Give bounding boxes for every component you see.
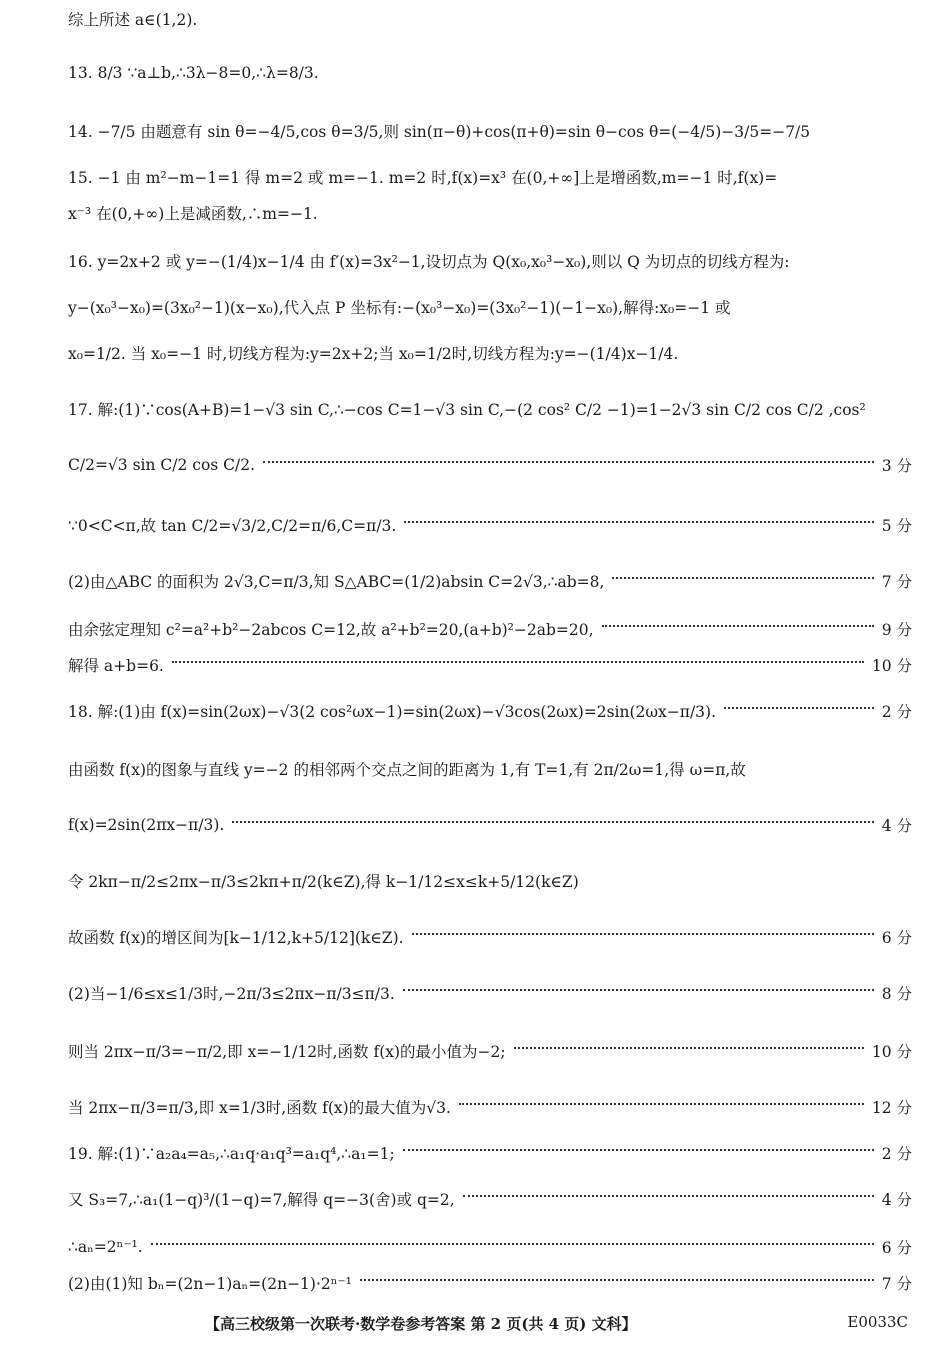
score-points: 7 分 <box>881 1275 912 1293</box>
scored-line <box>68 926 912 948</box>
step-text: C/2=√3 sin C/2 cos C/2. <box>68 456 256 474</box>
step-text: (2)当−1/6≤x≤1/3时,−2π/3≤2πx−π/3≤π/3. <box>68 985 395 1003</box>
text-line: 由函数 f(x)的图象与直线 y=−2 的相邻两个交点之间的距离为 1,有 T=1,有 2π/2ω=1,得 ω=π,故 <box>68 761 746 779</box>
dot-leader <box>172 661 864 663</box>
step-text: 19. 解:(1)∵a₂a₄=a₅,∴a₁q·a₁q³=a₁q⁴,∴a₁=1; <box>68 1145 395 1163</box>
score-points: 2 分 <box>881 703 912 721</box>
dot-leader <box>404 521 873 523</box>
dot-leader <box>360 1279 874 1281</box>
step-text: 18. 解:(1)由 f(x)=sin(2ωx)−√3(2 cos²ωx−1)=sin(2ωx)−√3cos(2ωx)=2sin(2ωx−π/3). <box>68 703 717 721</box>
dot-leader <box>612 577 873 579</box>
footer-title: 【高三校级第一次联考·数学卷参考答案 第 2 页(共 4 页) 文科】 <box>205 1315 637 1333</box>
text-line: 16. y=2x+2 或 y=−(1/4)x−1/4 由 f′(x)=3x²−1,设切点为 Q(x₀,x₀³−x₀),则以 Q 为切点的切线方程为: <box>68 253 790 271</box>
text-line: 14. −7/5 由题意有 sin θ=−4/5,cos θ=3/5,则 sin(π−θ)+cos(π+θ)=sin θ−cos θ=(−4/5)−3/5=−7/5 <box>68 123 811 141</box>
dot-leader <box>403 1149 874 1151</box>
dot-leader <box>412 933 874 935</box>
step-text: ∵0<C<π,故 tan C/2=√3/2,C/2=π/6,C=π/3. <box>68 517 397 535</box>
step-text: 由余弦定理知 c²=a²+b²−2abcos C=12,故 a²+b²=20,(a+b)²−2ab=20, <box>68 621 594 639</box>
step-text: (2)由△ABC 的面积为 2√3,C=π/3,知 S△ABC=(1/2)absin C=2√3,∴ab=8, <box>68 573 605 591</box>
score-points: 4 分 <box>881 1191 912 1209</box>
text-line: x⁻³ 在(0,+∞)上是减函数,∴m=−1. <box>68 205 318 223</box>
footer-code: E0033C <box>847 1313 908 1331</box>
step-text: 解得 a+b=6. <box>68 657 164 675</box>
dot-leader <box>263 461 874 463</box>
text-line: 13. 8/3 ∵a⊥b,∴3λ−8=0,∴λ=8/3. <box>68 64 319 82</box>
dot-leader <box>403 989 874 991</box>
scored-line <box>68 618 912 640</box>
score-points: 4 分 <box>881 817 912 835</box>
text-line: x₀=1/2. 当 x₀=−1 时,切线方程为:y=2x+2;当 x₀=1/2时,切线方程为:y=−(1/4)x−1/4. <box>68 345 679 363</box>
step-text: (2)由(1)知 bₙ=(2n−1)aₙ=(2n−1)·2ⁿ⁻¹ <box>68 1275 352 1293</box>
scored-line <box>68 1142 912 1164</box>
scored-line <box>68 1040 912 1062</box>
scored-line <box>68 1188 912 1210</box>
text-line: 17. 解:(1)∵cos(A+B)=1−√3 sin C,∴−cos C=1−√3 sin C,−(2 cos² C/2 −1)=1−2√3 sin C/2 cos C/2 ,cos² <box>68 401 866 419</box>
scored-line <box>68 654 912 676</box>
scored-line <box>68 1272 912 1294</box>
step-text: f(x)=2sin(2πx−π/3). <box>68 816 225 834</box>
dot-leader <box>459 1103 864 1105</box>
scored-line <box>68 514 912 536</box>
scored-line <box>68 1236 912 1258</box>
text-line: 令 2kπ−π/2≤2πx−π/3≤2kπ+π/2(k∈Z),得 k−1/12≤x≤k+5/12(k∈Z) <box>68 873 579 891</box>
step-text: 故函数 f(x)的增区间为[k−1/12,k+5/12](k∈Z). <box>68 929 404 947</box>
score-points: 2 分 <box>881 1145 912 1163</box>
score-points: 3 分 <box>881 457 912 475</box>
dot-leader <box>463 1195 874 1197</box>
score-points: 5 分 <box>881 517 912 535</box>
text-line: 15. −1 由 m²−m−1=1 得 m=2 或 m=−1. m=2 时,f(x)=x³ 在(0,+∞]上是增函数,m=−1 时,f(x)= <box>68 169 778 187</box>
score-points: 12 分 <box>871 1099 912 1117</box>
score-points: 10 分 <box>871 657 912 675</box>
score-points: 6 分 <box>881 929 912 947</box>
scored-line <box>68 814 912 836</box>
step-text: 则当 2πx−π/3=−π/2,即 x=−1/12时,函数 f(x)的最小值为−2; <box>68 1043 506 1061</box>
scored-line <box>68 1096 912 1118</box>
step-text: 又 S₃=7,∴a₁(1−q)³/(1−q)=7,解得 q=−3(舍)或 q=2, <box>68 1191 455 1209</box>
dot-leader <box>151 1243 874 1245</box>
text-line: y−(x₀³−x₀)=(3x₀²−1)(x−x₀),代入点 P 坐标有:−(x₀³−x₀)=(3x₀²−1)(−1−x₀),解得:x₀=−1 或 <box>68 299 731 317</box>
scored-line <box>68 700 912 722</box>
dot-leader <box>724 707 874 709</box>
step-text: 当 2πx−π/3=π/3,即 x=1/3时,函数 f(x)的最大值为√3. <box>68 1099 451 1117</box>
score-points: 10 分 <box>871 1043 912 1061</box>
scored-line <box>68 454 912 476</box>
scored-line <box>68 570 912 592</box>
score-points: 9 分 <box>881 621 912 639</box>
scored-line <box>68 982 912 1004</box>
score-points: 6 分 <box>881 1239 912 1257</box>
dot-leader <box>602 625 874 627</box>
score-points: 8 分 <box>881 985 912 1003</box>
text-line: 综上所述 a∈(1,2). <box>68 11 198 29</box>
dot-leader <box>514 1047 864 1049</box>
step-text: ∴aₙ=2ⁿ⁻¹. <box>68 1238 143 1256</box>
dot-leader <box>232 821 873 823</box>
score-points: 7 分 <box>881 573 912 591</box>
